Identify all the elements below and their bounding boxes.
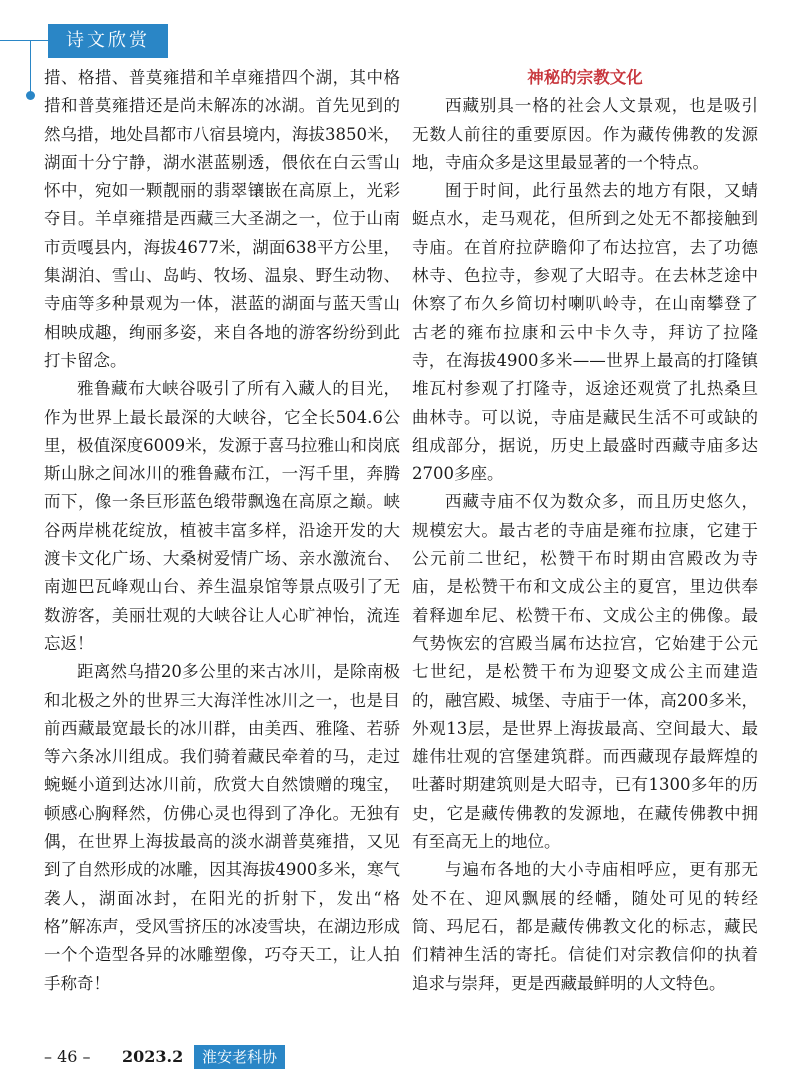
header-decoration-line	[0, 40, 48, 41]
right-paragraph-2: 囿于时间，此行虽然去的地方有限，又蜻蜓点水，走马观花，但所到之处无不都接触到寺庙。在首府拉萨瞻仰了布达拉宫，去了功德林寺、色拉寺，参观了大昭寺。在去林芝途中休察了布久乡简切村喇叭岭寺，在山南攀登了古老的雍布拉康和云中卡久寺，拜访了拉隆寺，在海拔4900多米——世界上最高的打隆镇堆瓦村参观了打隆寺，返途还观赏了扎热桑旦曲林寺。可以说，寺庙是藏民生活不可或缺的组成部分，据说，历史上最盛时西藏寺庙多达2700多座。	[412, 181, 758, 484]
right-paragraph-3: 西藏寺庙不仅为数众多，而且历史悠久，规模宏大。最古老的寺庙是雍布拉康，它建于公元前二世纪，松赞干布时期由宫殿改为寺庙，是松赞干布和文成公主的夏宫，里边供奉着释迦牟尼、松赞干布、文成公主的佛像。最气势恢宏的宫殿当属布达拉宫，它始建于公元七世纪，是松赞干布为迎娶文成公主而建造的，融宫殿、城堡、寺庙于一体，高200多米，外观13层，是世界上海拔最高、空间最大、最雄伟壮观的宫堡建筑群。而西藏现存最辉煌的吐蕃时期建筑则是大昭寺，已有1300多年的历史，它是藏传佛教的发源地，在藏传佛教中拥有至高无上的地位。	[412, 492, 758, 852]
section-title: 神秘的宗教文化	[527, 68, 643, 87]
header-decoration-vertical-line	[30, 40, 31, 95]
right-column	[412, 64, 758, 998]
left-column	[44, 64, 400, 998]
section-label: 诗文欣赏	[48, 24, 168, 58]
right-paragraph-4: 与遍布各地的大小寺庙相呼应，更有那无处不在、迎风飘展的经幡，随处可见的转经筒、玛尼石，都是藏传佛教文化的标志，藏民们精神生活的寄托。信徒们对宗教信仰的执着追求与崇拜，更是西藏最鲜明的人文特色。	[412, 860, 758, 993]
right-paragraph-1: 西藏别具一格的社会人文景观，也是吸引无数人前往的重要原因。作为藏传佛教的发源地，寺庙众多是这里最显著的一个特点。	[412, 96, 758, 172]
left-paragraph-1: 措、格措、普莫雍措和羊卓雍措四个湖，其中格措和普莫雍措还是尚未解冻的冰湖。首先见到的然乌措，地处昌都市八宿县境内，海拔3850米，湖面十分宁静，湖水湛蓝剔透，偎依在白云雪山怀中，宛如一颗靓丽的翡翠镶嵌在高原上，光彩夺目。羊卓雍措是西藏三大圣湖之一，位于山南市贡嘎县内，海拔4677米，湖面638平方公里，集湖泊、雪山、岛屿、牧场、温泉、野生动物、寺庙等多种景观为一体，湛蓝的湖面与蓝天雪山相映成趣，绚丽多姿，来自各地的游客纷纷到此打卡留念。	[44, 68, 400, 370]
page-number: – 46 –	[44, 1047, 91, 1066]
header-decoration-dot	[26, 91, 35, 100]
left-paragraph-2: 雅鲁藏布大峡谷吸引了所有入藏人的目光，作为世界上最长最深的大峡谷，它全长504.6公里，极值深度6009米，发源于喜马拉雅山和岗底斯山脉之间冰川的雅鲁藏布江，一泻千里，奔腾而下，像一条巨形蓝色缎带飘逸在高原之巅。峡谷两岸桃花绽放，植被丰富多样，沿途开发的大渡卡文化广场、大桑树爱情广场、亲水激流台、南迦巴瓦峰观山台、养生温泉馆等景点吸引了无数游客，美丽壮观的大峡谷让人心旷神怡，流连忘返！	[44, 379, 400, 653]
issue-number: 2023.2	[122, 1047, 184, 1066]
journal-name: 淮安老科协	[194, 1045, 285, 1069]
left-paragraph-3: 距离然乌措20多公里的来古冰川，是除南极和北极之外的世界三大海洋性冰川之一，也是目前西藏最宽最长的冰川群，由美西、雅隆、若骄等六条冰川组成。我们骑着藏民牵着的马，走过蜿蜒小道到达冰川前，欣赏大自然馈赠的瑰宝，顿感心胸释然，仿佛心灵也得到了净化。无独有偶，在世界上海拔最高的淡水湖普莫雍措，又见到了自然形成的冰雕，因其海拔4900多米，寒气袭人，湖面冰封，在阳光的折射下，发出“格格”解冻声，受风雪挤压的冰凌雪块，在湖边形成一个个造型各异的冰雕塑像，巧夺天工，让人拍手称奇！	[44, 662, 400, 993]
